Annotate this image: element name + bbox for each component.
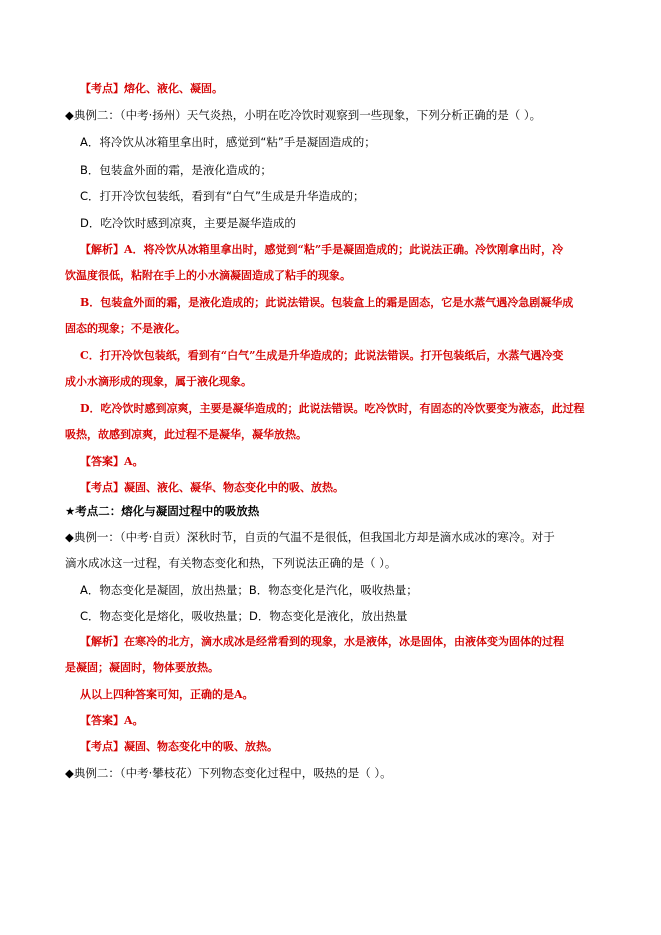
analysis-text: 成小水滴形成的现象，属于液化现象。 [65,375,252,388]
answer-label: 【答案】A。 [80,714,144,727]
analysis-text: 【解析】在寒冷的北方，滴水成冰是经常看到的现象，水是液体，冰是固体，由液体变为固体的过程 [80,635,564,648]
analysis-text: C．打开冷饮包装纸，看到有“白气”生成是升华造成的；此说法错误。打开包装纸后，水蒸气遇冷变 [80,349,564,362]
answer-label: 【答案】A。 [80,455,144,468]
analysis-text: B．包装盒外面的霜，是液化造成的；此说法错误。包装盒上的霜是固态，它是水蒸气遇冷急剧凝华成 [80,296,574,309]
options-ab: A．物态变化是凝固，放出热量；B．物态变化是汽化，吸收热量； [80,583,418,597]
option-d: D．吃冷饮时感到凉爽，主要是凝华造成的 [80,216,296,230]
option-b: B．包装盒外面的霜，是液化造成的； [80,163,272,177]
analysis-text: 是凝固；凝固时，物体要放热。 [65,661,219,674]
example-question: 滴水成冰这一过程，有关物态变化和热，下列说法正确的是（ ）。 [65,556,397,570]
example-question: ◆典例二：（中考·攀枝花）下列物态变化过程中，吸热的是（ ）。 [65,766,392,780]
example-question: ◆典例二：（中考·扬州）天气炎热，小明在吃冷饮时观察到一些现象，下列分析正确的是（ ）。 [65,108,542,122]
options-cd: C．物态变化是熔化，吸收热量；D．物态变化是液化，放出热量 [80,609,408,623]
analysis-text: 饮温度很低，粘附在手上的小水滴凝固造成了粘手的现象。 [65,269,351,282]
option-c: C．打开冷饮包装纸，看到有“白气”生成是升华造成的； [80,189,365,203]
key-point-label: 【考点】凝固、液化、凝华、物态变化中的吸、放热。 [80,481,344,494]
example-question: ◆典例一：（中考·自贡）深秋时节，自贡的气温不是很低，但我国北方却是滴水成冰的寒冷。对于 [65,530,555,544]
analysis-text: D．吃冷饮时感到凉爽，主要是凝华造成的；此说法错误。吃冷饮时，有固态的冷饮要变为液态，此过程 [80,402,585,415]
analysis-text: 【解析】A．将冷饮从冰箱里拿出时，感觉到“粘”手是凝固造成的；此说法正确。冷饮刚拿出时，冷 [80,243,564,256]
analysis-text: 固态的现象；不是液化。 [65,322,186,335]
key-point-label: 【考点】凝固、物态变化中的吸、放热。 [80,740,278,753]
option-a: A．将冷饮从冰箱里拿出时，感觉到“粘”手是凝固造成的； [80,135,376,149]
analysis-text: 从以上四种答案可知，正确的是A。 [80,688,254,701]
section-heading: ★考点二：熔化与凝固过程中的吸放热 [65,504,260,518]
key-point-label: 【考点】熔化、液化、凝固。 [80,82,223,95]
analysis-text: 吸热，故感到凉爽，此过程不是凝华，凝华放热。 [65,428,307,441]
